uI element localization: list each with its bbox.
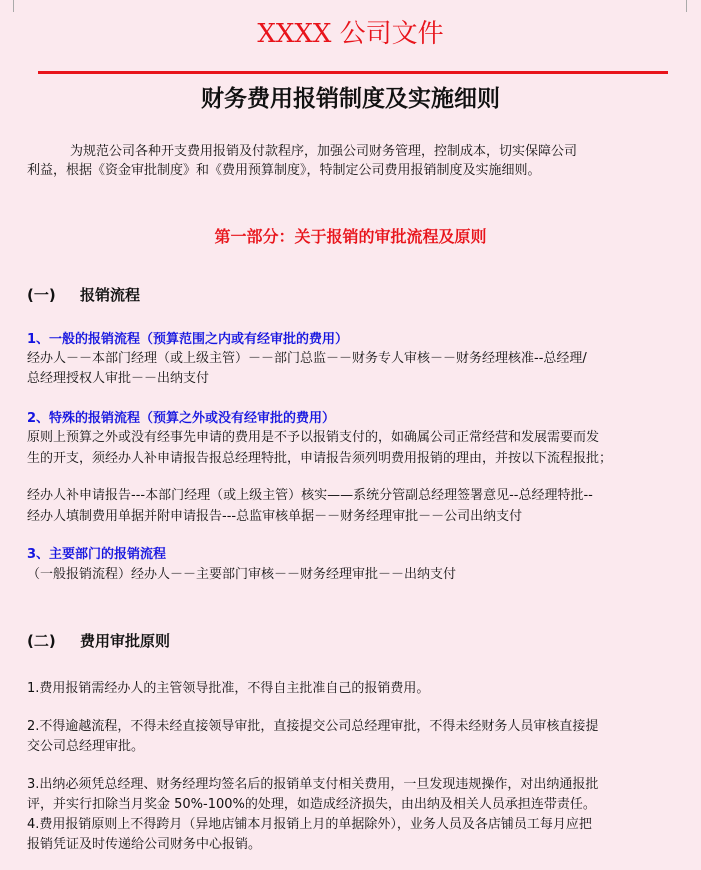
part-heading: 第一部分：关于报销的审批流程及原则 (214, 227, 487, 246)
item-line: （一般报销流程）经办人－－主要部门审核－－财务经理审批－－出纳支付 (27, 567, 457, 582)
rule-line: 3.出纳必须凭总经理、财务经理均签名后的报销单支付相关费用，一旦发现违规操作，对出纳通报批 (27, 777, 599, 792)
section-number: (一) (27, 286, 56, 304)
item-heading: 1、一般的报销流程（预算范围之内或有经审批的费用） (27, 332, 349, 347)
item-heading: 3、主要部门的报销流程 (27, 547, 167, 562)
company-header: XXXX 公司文件 (257, 19, 444, 49)
margin-mark (686, 0, 687, 12)
intro-line: 为规范公司各种开支费用报销及付款程序，加强公司财务管理，控制成本，切实保障公司 (70, 144, 578, 159)
header-rule (38, 71, 668, 74)
rule-line: 交公司总经理审批。 (27, 739, 145, 754)
section-title: 费用审批原则 (80, 632, 171, 650)
item-line: 总经理授权人审批－－出纳支付 (27, 371, 210, 386)
item-line: 经办人填制费用单据并附申请报告---总监审核单据－－财务经理审批－－公司出纳支付 (27, 509, 523, 524)
rule-line: 报销凭证及时传递给公司财务中心报销。 (27, 837, 262, 852)
rule-line: 4.费用报销原则上不得跨月（异地店铺本月报销上月的单据除外），业务人员及各店铺员工每月应把 (27, 817, 592, 832)
rule-line: 2.不得逾越流程，不得未经直接领导审批，直接提交公司总经理审批，不得未经财务人员审核直接提 (27, 719, 599, 734)
item-line: 经办人补申请报告---本部门经理（或上级主管）核实——系统分管副总经理签署意见--总经理特批-- (27, 488, 593, 503)
section-number: (二) (27, 632, 56, 650)
item-line: 原则上预算之外或没有经事先申请的费用是不予以报销支付的，如确属公司正常经营和发展需要而发 (27, 430, 600, 445)
rule-line: 1.费用报销需经办人的主管领导批准，不得自主批准自己的报销费用。 (27, 681, 430, 696)
rule-line: 评，并实行扣除当月奖金 50%-100%的处理，如造成经济损失，由出纳及相关人员承担连带责任。 (27, 797, 596, 812)
document-title: 财务费用报销制度及实施细则 (201, 85, 500, 112)
item-heading: 2、特殊的报销流程（预算之外或没有经审批的费用） (27, 411, 336, 426)
item-line: 生的开支，须经办人补申请报告报总经理特批，申请报告须列明费用报销的理由，并按以下流程报批； (27, 451, 613, 466)
section-title: 报销流程 (80, 286, 141, 304)
intro-line: 利益，根据《资金审批制度》和《费用预算制度》，特制定公司费用报销制度及实施细则。 (27, 163, 541, 178)
margin-mark (13, 0, 14, 12)
item-line: 经办人－－本部门经理（或上级主管）－－部门总监－－财务专人审核－－财务经理核准--总经理/ (27, 351, 587, 366)
